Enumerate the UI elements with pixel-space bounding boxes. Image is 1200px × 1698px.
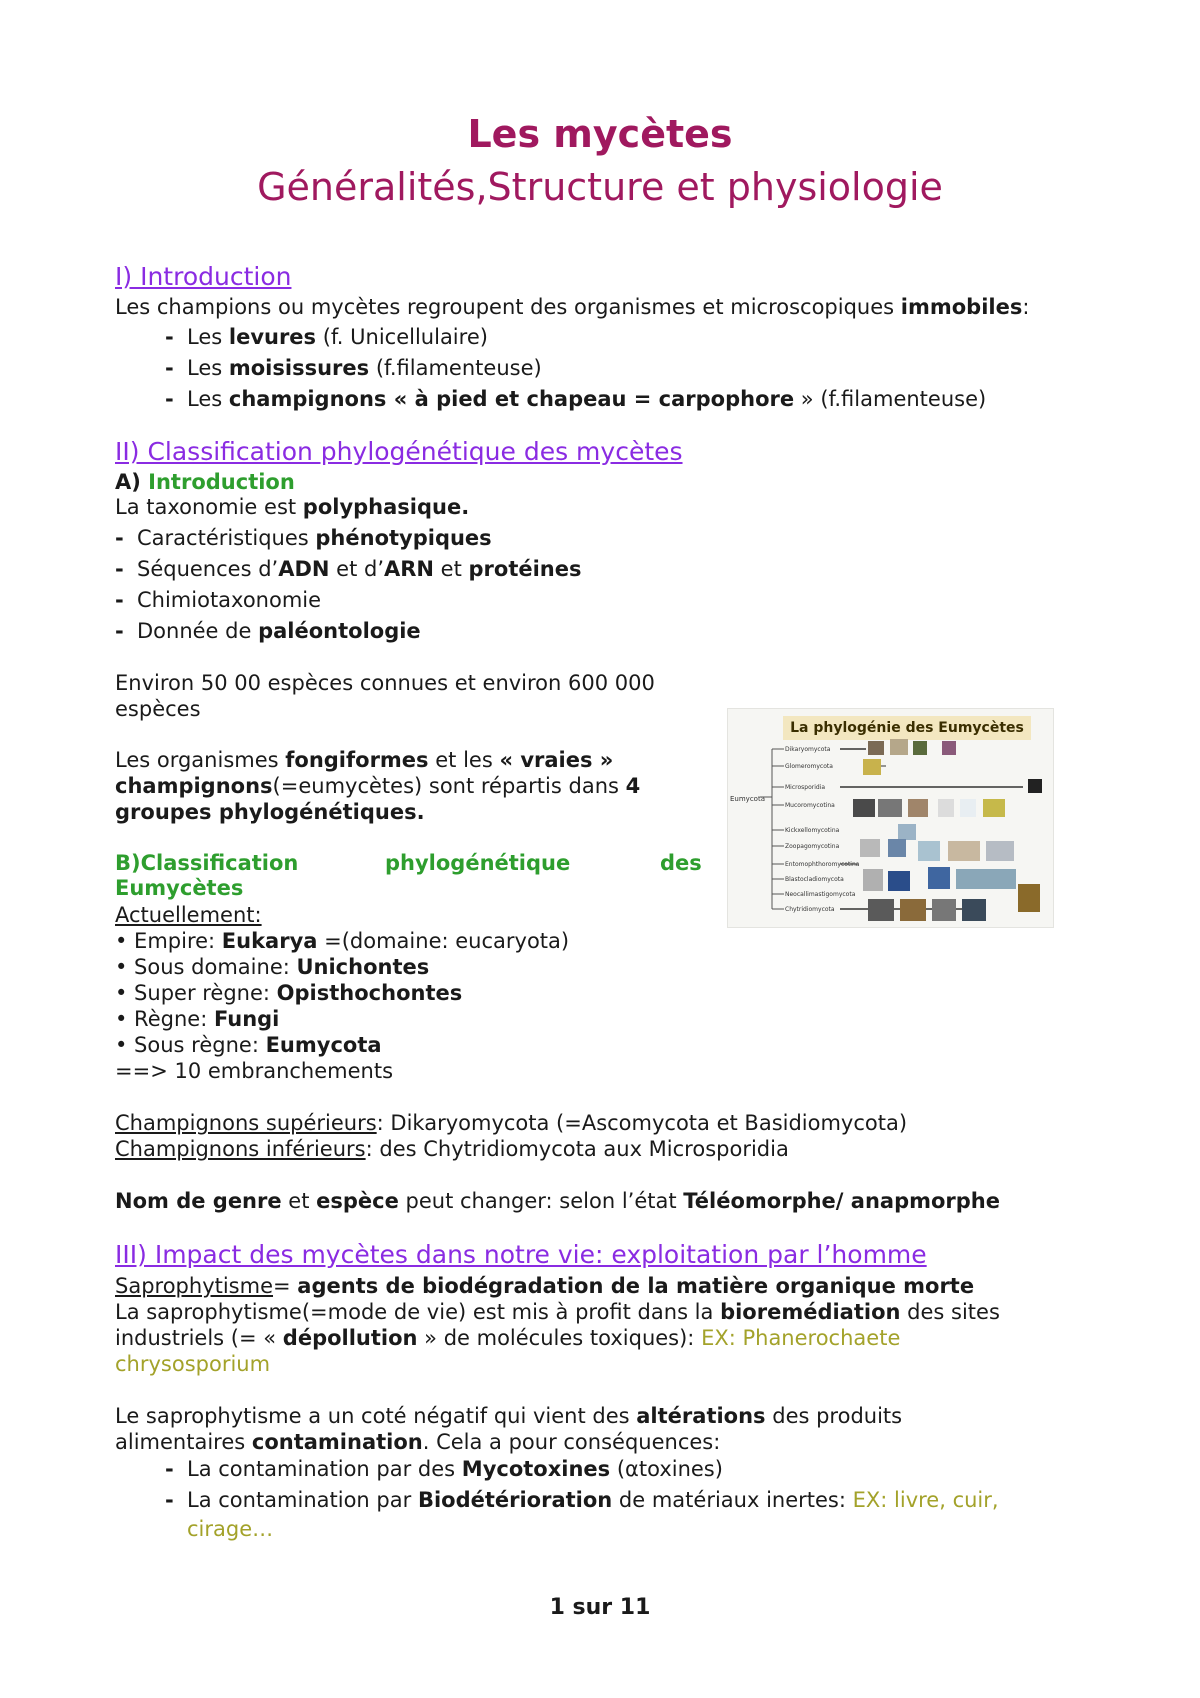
intro-paragraph: Les champions ou mycètes regroupent des organismes et microscopiques immobiles: <box>115 295 1030 319</box>
superior-fungi-line: Champignons supérieurs: Dikaryomycota (=Ascomycota et Basidiomycota) <box>115 1111 908 1135</box>
figure-title: La phylogénie des Eumycètes <box>783 716 1031 740</box>
document-title: Les mycètes <box>467 112 733 156</box>
tree-root-label: Eumycota <box>730 795 765 803</box>
rank-item: • Règne: Fungi <box>115 1007 280 1031</box>
rank-item: • Sous règne: Eumycota <box>115 1033 382 1057</box>
list-item: - Caractéristiques phénotypiques <box>115 526 492 550</box>
tree-group-label: Glomeromycota <box>785 763 833 770</box>
list-item: - Séquences d’ADN et d’ARN et protéines <box>115 557 582 581</box>
document-subtitle: Généralités,Structure et physiologie <box>257 165 943 209</box>
phylogeny-figure <box>727 708 1054 928</box>
tree-group-label: Blastocladiomycota <box>785 876 844 883</box>
tree-group-label: Microsporidia <box>785 784 826 791</box>
section-2-heading: II) Classification phylogénétique des mycètes <box>115 437 683 466</box>
tree-group-label: Neocallimastigomycota <box>785 891 856 898</box>
subsection-a-heading: A) Introduction <box>115 470 295 494</box>
taxonomy-line: La taxonomie est polyphasique. <box>115 495 470 519</box>
actuellement-label: Actuellement: <box>115 903 262 927</box>
negative-side-line-1: Le saprophytisme a un coté négatif qui vient des altérations des produits <box>115 1404 903 1428</box>
tree-group-label: Mucoromycotina <box>785 802 835 809</box>
species-count-line-2: espèces <box>115 697 201 721</box>
list-item: - La contamination par Biodétérioration de matériaux inertes: EX: livre, cuir, <box>165 1488 999 1512</box>
subsection-b-heading-4: Eumycètes <box>115 876 244 900</box>
rank-item: • Super règne: Opisthochontes <box>115 981 463 1005</box>
saprophytism-line: Saprophytisme= agents de biodégradation de la matière organique morte <box>115 1274 975 1298</box>
section-3-heading: III) Impact des mycètes dans notre vie: exploitation par l’homme <box>115 1240 927 1269</box>
tree-group-label: Kickxellomycotina <box>785 827 840 834</box>
rank-item: • Sous domaine: Unichontes <box>115 955 430 979</box>
tree-group-label: Entomophthoromycotina <box>785 861 860 868</box>
list-item: - Donnée de paléontologie <box>115 619 421 643</box>
organisms-line-2: champignons(=eumycètes) sont répartis dans 4 <box>115 774 641 798</box>
organisms-line-1: Les organismes fongiformes et les « vraies » <box>115 748 614 772</box>
branches-line: ==> 10 embranchements <box>115 1059 394 1083</box>
phylogeny-tree <box>728 709 1053 927</box>
bioremediation-line-2: industriels (= « dépollution » de molécules toxiques): EX: Phanerochaete <box>115 1326 901 1350</box>
tree-group-label: Dikaryomycota <box>785 746 831 753</box>
example-species: chrysosporium <box>115 1352 271 1376</box>
list-item: - Chimiotaxonomie <box>115 588 322 612</box>
subsection-b-heading-1: B)Classification <box>115 851 299 875</box>
species-count-line-1: Environ 50 00 espèces connues et environ 600 000 <box>115 671 655 695</box>
tree-group-label: Zoopagomycotina <box>785 843 840 850</box>
bioremediation-line-1: La saprophytisme(=mode de vie) est mis à profit dans la bioremédiation des sites <box>115 1300 1000 1324</box>
page-number: 1 sur 11 <box>549 1595 651 1620</box>
list-item: - Les champignons « à pied et chapeau = carpophore » (f.filamenteuse) <box>165 387 987 411</box>
rank-item: • Empire: Eukarya =(domaine: eucaryota) <box>115 929 570 953</box>
list-item: - Les moisissures (f.filamenteuse) <box>165 356 542 380</box>
list-item-continuation: cirage… <box>187 1517 274 1541</box>
genus-species-line: Nom de genre et espèce peut changer: selon l’état Téléomorphe/ anapmorphe <box>115 1189 1000 1213</box>
list-item: - La contamination par des Mycotoxines (αtoxines) <box>165 1457 723 1481</box>
negative-side-line-2: alimentaires contamination. Cela a pour conséquences: <box>115 1430 721 1454</box>
tree-group-label: Chytridiomycota <box>785 906 835 913</box>
subsection-b-heading-3: des <box>660 851 702 875</box>
organisms-line-3: groupes phylogénétiques. <box>115 800 425 824</box>
list-item: - Les levures (f. Unicellulaire) <box>165 325 488 349</box>
section-1-heading: I) Introduction <box>115 262 292 291</box>
subsection-b-heading-2: phylogénétique <box>385 851 571 875</box>
inferior-fungi-line: Champignons inférieurs: des Chytridiomycota aux Microsporidia <box>115 1137 789 1161</box>
